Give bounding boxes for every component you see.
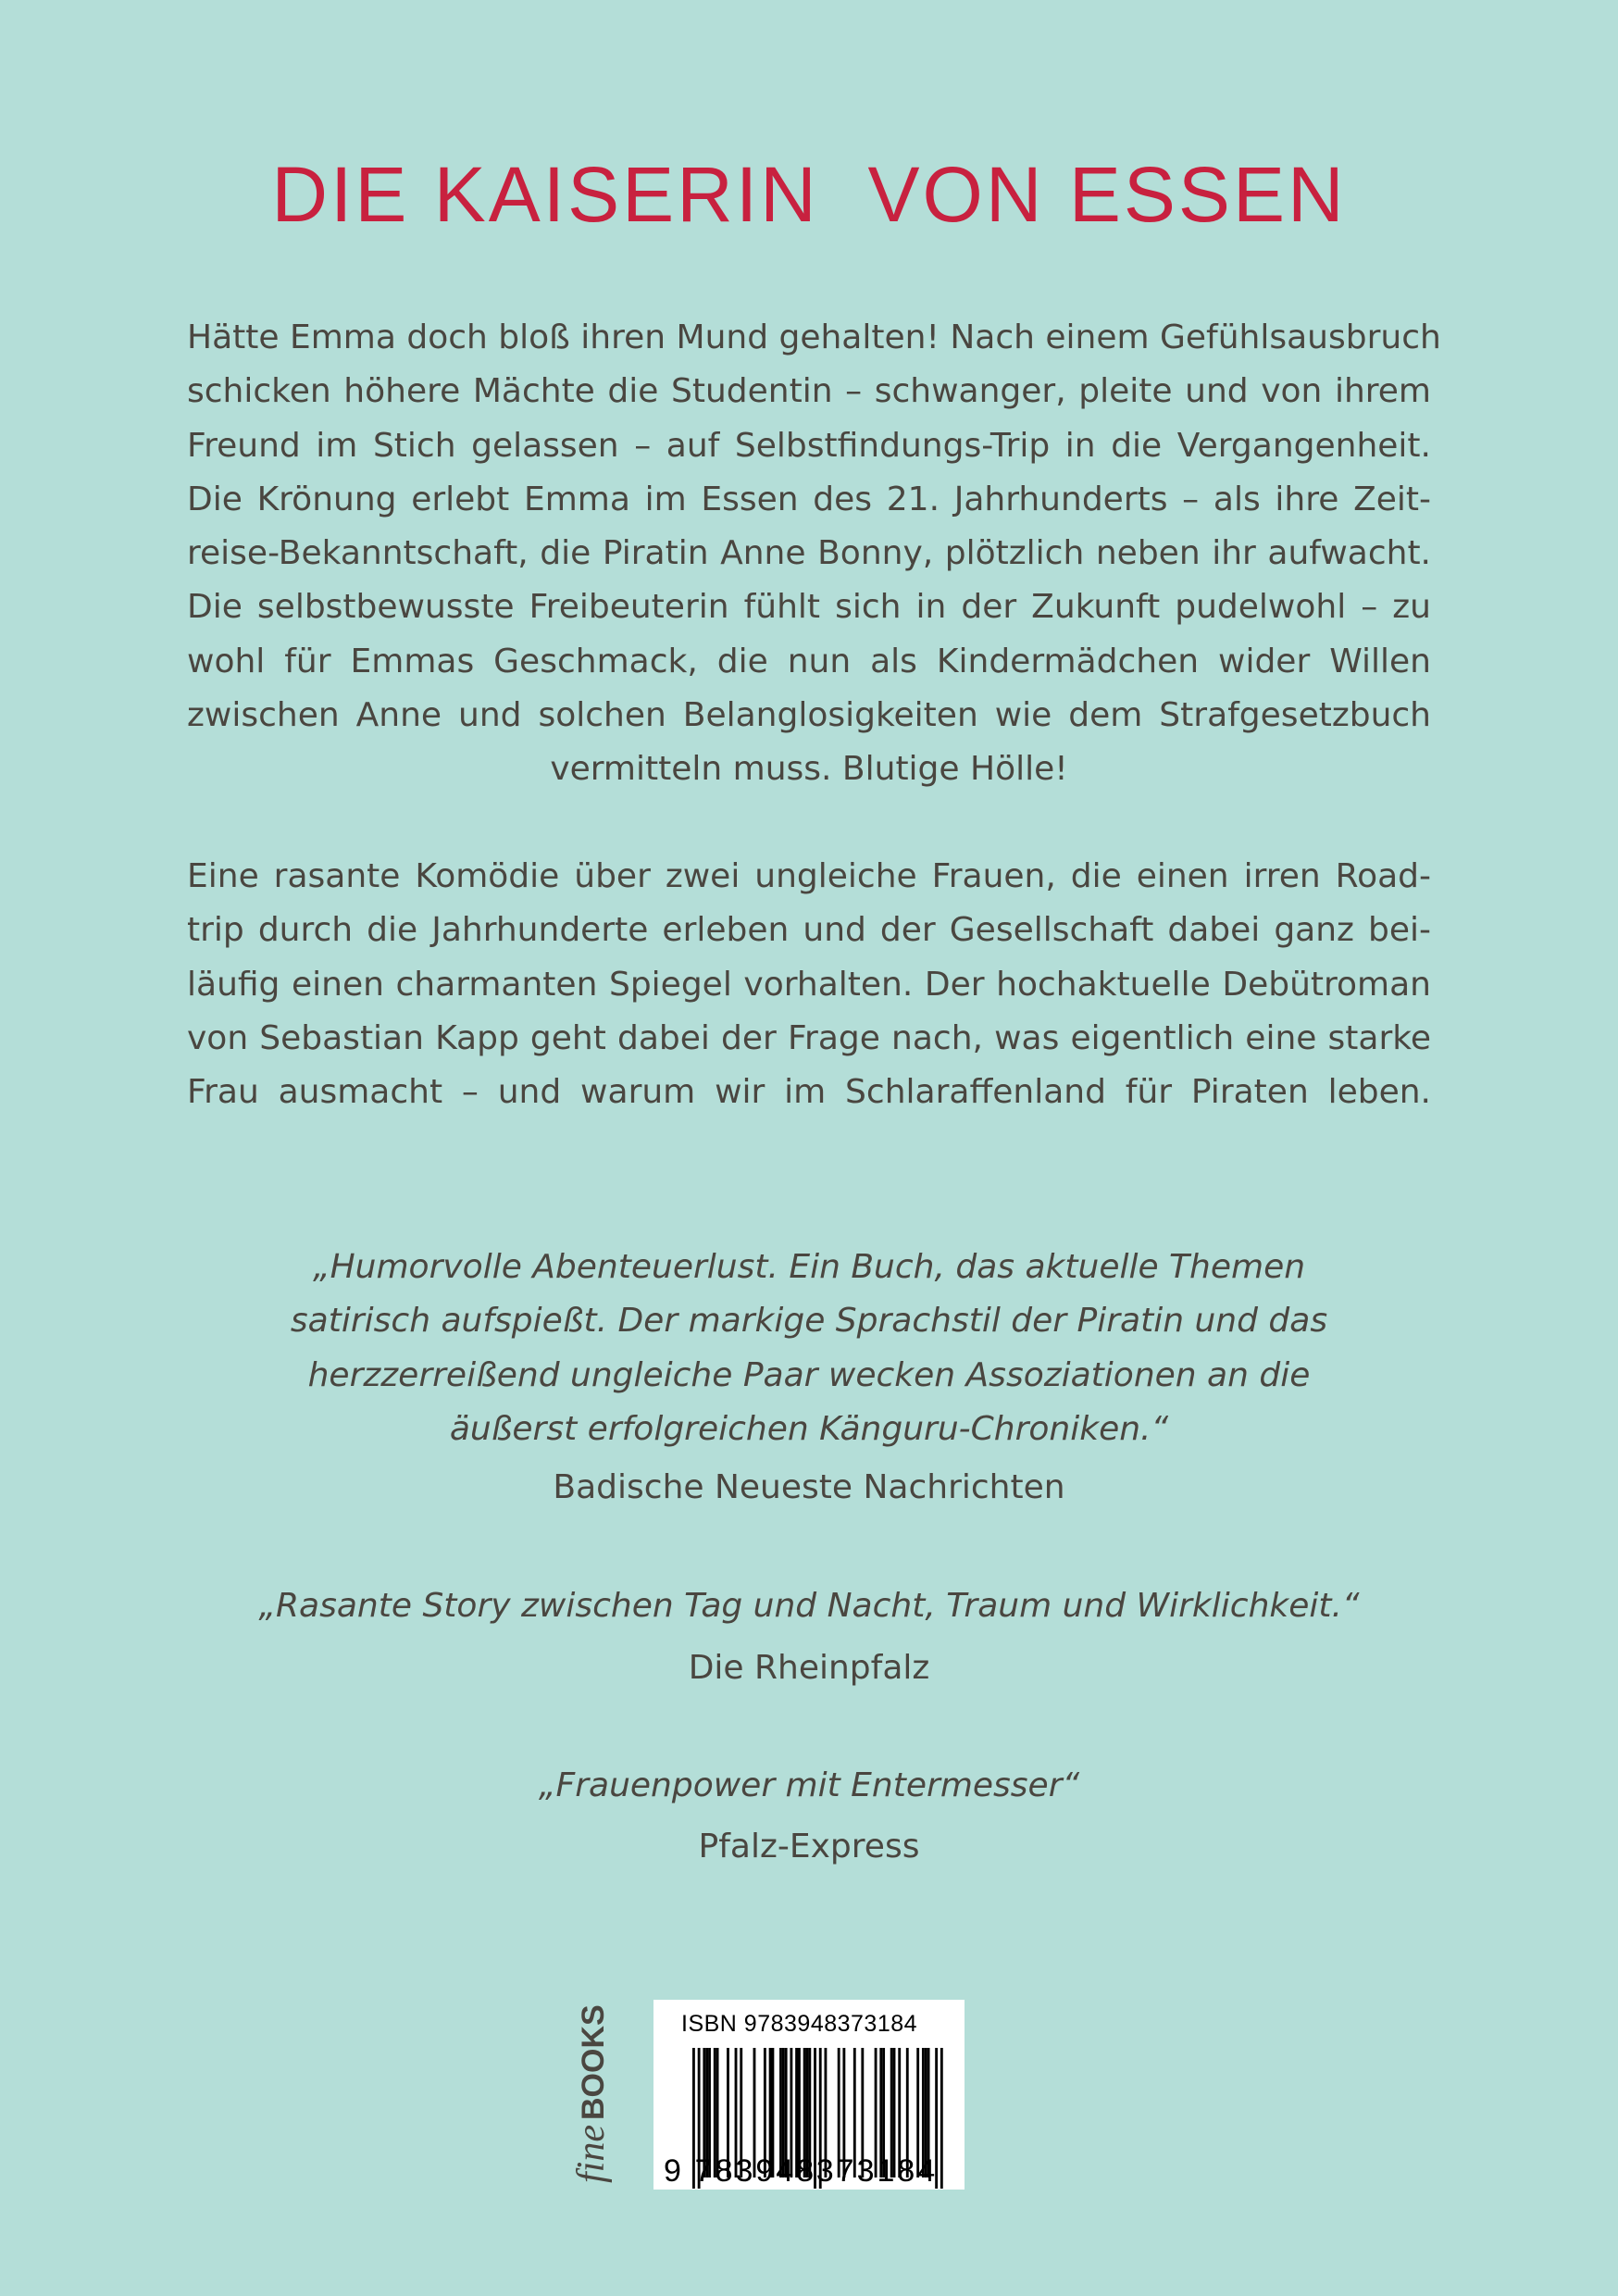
quote-line: „Humorvolle Abenteuerlust. Ein Buch, das aktuelle Themen — [312, 1248, 1306, 1286]
barcode-digits-left: 783948 — [694, 2153, 817, 2189]
review-quote-1 — [0, 1241, 1618, 1456]
isbn-label: ISBN 9783948373184 — [681, 2011, 918, 2037]
review-source-1: Badische Neueste Nachrichten — [553, 1468, 1065, 1506]
barcode-bar — [940, 2048, 943, 2189]
barcode-digits-right: 373184 — [815, 2153, 939, 2189]
blurb-line: Eine rasante Komödie über zwei ungleiche Frauen, die einen irren Road- — [187, 857, 1431, 895]
quote-line: äußerst erfolgreichen Känguru-Chroniken.“ — [449, 1409, 1169, 1448]
quote-line: herzzerreißend ungleiche Paar wecken Assoziationen an die — [307, 1355, 1311, 1394]
review-quote-2 — [0, 1579, 1618, 1633]
isbn-barcode — [653, 2000, 965, 2190]
blurb-line: Frau ausmacht – und warum wir im Schlaraffenland für Piraten leben. — [187, 1073, 1431, 1112]
blurb-line: Die Krönung erlebt Emma im Essen des 21. Jahrhunderts – als ihre Zeit- — [187, 480, 1431, 518]
blurb-line: schicken höhere Mächte die Studentin – schwanger, pleite und von ihrem — [187, 372, 1431, 411]
blurb-line: trip durch die Jahrhunderte erleben und der Gesellschaft dabei ganz bei- — [187, 911, 1431, 950]
blurb-line: wohl für Emmas Geschmack, die nun als Kindermädchen wider Willen — [187, 642, 1431, 680]
review-source-3: Pfalz-Express — [698, 1828, 920, 1866]
quote-line: „Rasante Story zwischen Tag und Nacht, Traum und Wirklichkeit.“ — [258, 1587, 1360, 1625]
book-title: DIE KAISERIN VON ESSEN — [271, 151, 1347, 238]
blurb-line: zwischen Anne und solchen Belanglosigkeiten wie dem Strafgesetzbuch — [187, 696, 1431, 735]
blurb-line: läufig einen charmanten Spiegel vorhalten. Der hochaktuelle Debütroman — [187, 965, 1431, 1004]
blurb-line: Die selbstbewusste Freibeuterin fühlt sich in der Zukunft pudelwohl – zu — [187, 588, 1431, 627]
blurb-paragraph-1 — [187, 311, 1441, 797]
blurb-line: vermitteln muss. Blutige Hölle! — [550, 750, 1068, 789]
quote-line: „Frauenpower mit Entermesser“ — [538, 1766, 1080, 1804]
review-source-2: Die Rheinpfalz — [688, 1649, 930, 1687]
blurb-line: Hätte Emma doch bloß ihren Mund gehalten! Nach einem Gefühlsausbruch — [187, 318, 1441, 356]
quote-line: satirisch aufspießt. Der markige Sprachstil der Piratin und das — [290, 1302, 1328, 1341]
blurb-paragraph-2 — [187, 850, 1431, 1119]
blurb-line: Freund im Stich gelassen – auf Selbstfindungs-Trip in die Vergangenheit. — [187, 426, 1431, 465]
barcode-digit-prefix: 9 — [664, 2153, 684, 2189]
logo-suffix: BOOKS — [576, 2004, 611, 2120]
review-quote-3 — [0, 1759, 1618, 1813]
blurb-line: reise-Bekanntschaft, die Piratin Anne Bonny, plötzlich neben ihr aufwacht. — [187, 534, 1431, 573]
publisher-logo — [554, 1998, 628, 2183]
logo-prefix: fine — [570, 2125, 613, 2183]
blurb-line: von Sebastian Kapp geht dabei der Frage nach, was eigentlich eine starke — [187, 1018, 1431, 1057]
